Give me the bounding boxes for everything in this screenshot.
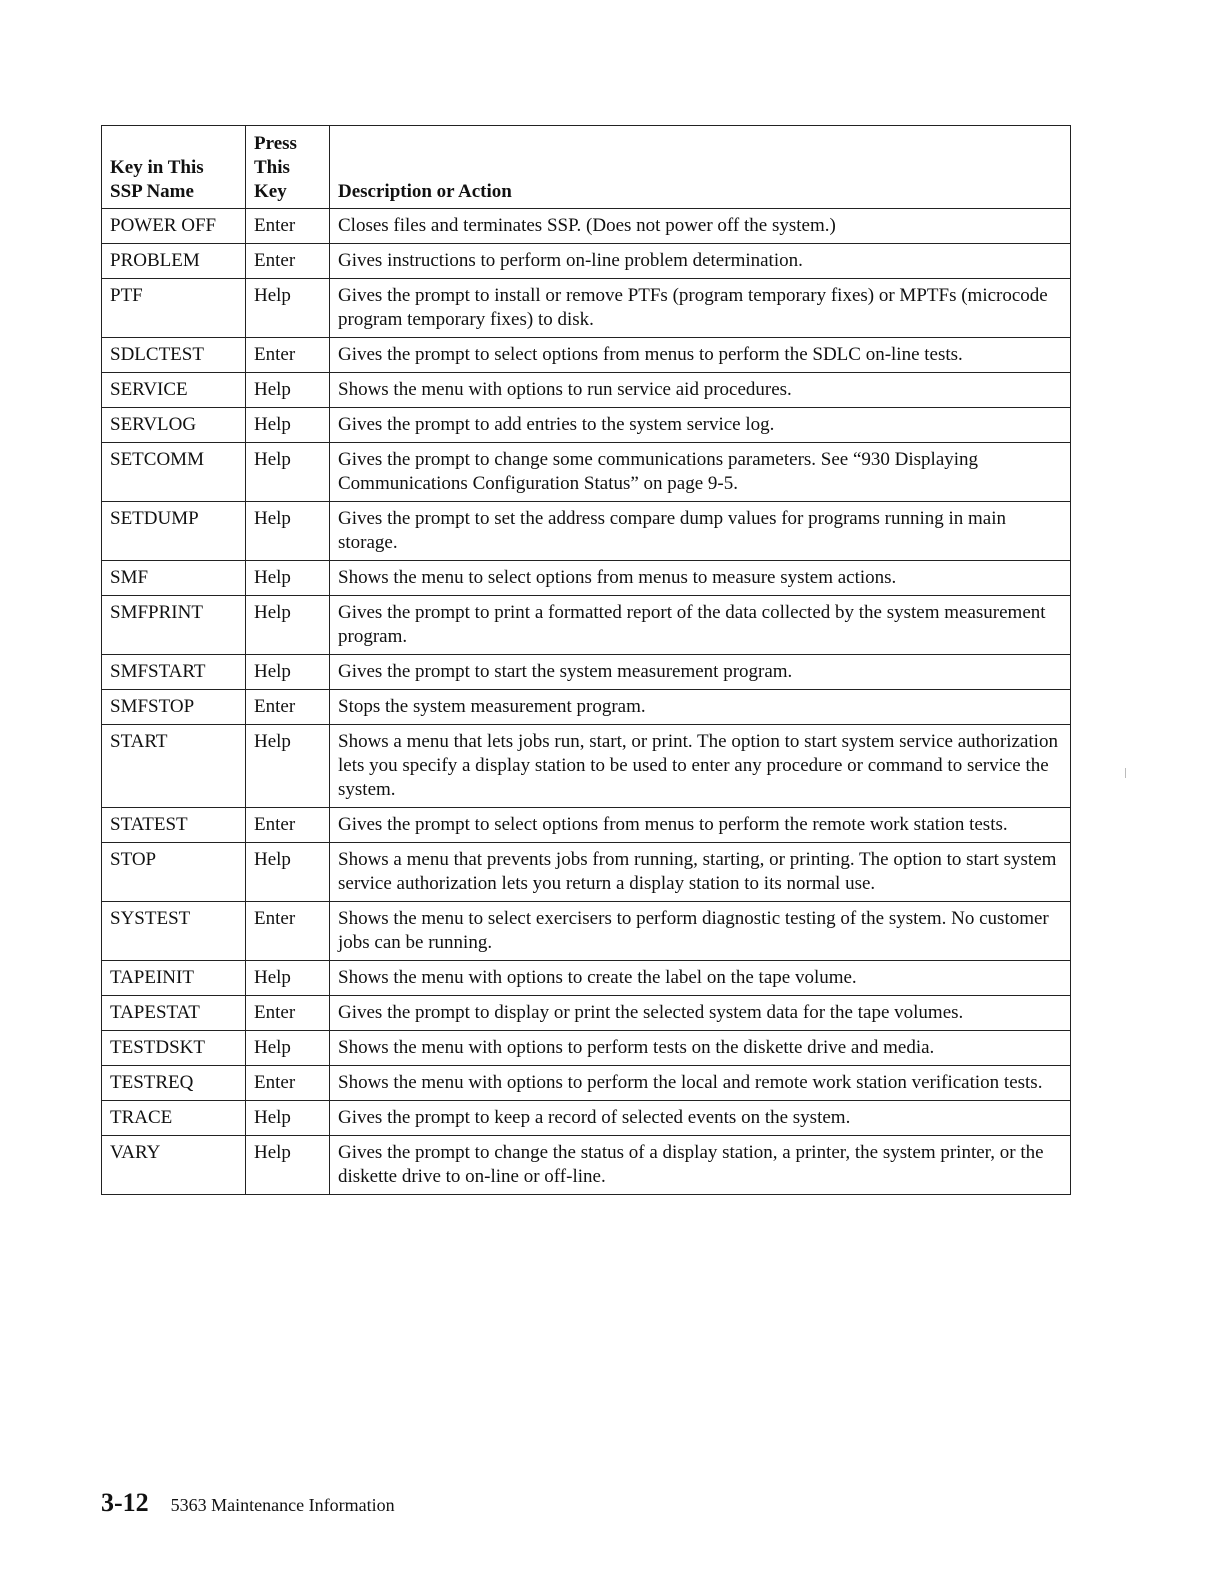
- cell-ssp-name: SYSTEST: [102, 902, 246, 961]
- cell-press-key: Help: [246, 725, 330, 808]
- cell-description: Closes files and terminates SSP. (Does not power off the system.): [330, 209, 1071, 244]
- cell-ssp-name: TAPEINIT: [102, 961, 246, 996]
- cell-description: Gives the prompt to print a formatted report of the data collected by the system measurement program.: [330, 596, 1071, 655]
- table-row: [102, 561, 1071, 596]
- table-row: [102, 244, 1071, 279]
- cell-description: Gives the prompt to keep a record of selected events on the system.: [330, 1101, 1071, 1136]
- cell-ssp-name: TAPESTAT: [102, 996, 246, 1031]
- table-row: [102, 902, 1071, 961]
- cell-ssp-name: SMFPRINT: [102, 596, 246, 655]
- cell-ssp-name: SMFSTART: [102, 655, 246, 690]
- cell-description: Gives the prompt to select options from menus to perform the remote work station tests.: [330, 808, 1071, 843]
- header-key-ssp-name: [102, 126, 246, 209]
- cell-press-key: Help: [246, 1031, 330, 1066]
- table-body: [102, 209, 1071, 1195]
- revision-bar: [1125, 768, 1126, 778]
- table-row: [102, 690, 1071, 725]
- cell-description: Shows the menu to select exercisers to perform diagnostic testing of the system. No customer jobs can be running.: [330, 902, 1071, 961]
- table-row: [102, 443, 1071, 502]
- cell-ssp-name: STOP: [102, 843, 246, 902]
- table-row: [102, 1101, 1071, 1136]
- header-description: Description or Action: [330, 126, 1071, 209]
- cell-press-key: Enter: [246, 690, 330, 725]
- cell-press-key: Help: [246, 561, 330, 596]
- cell-ssp-name: TESTDSKT: [102, 1031, 246, 1066]
- cell-press-key: Help: [246, 596, 330, 655]
- cell-press-key: Help: [246, 502, 330, 561]
- cell-press-key: Enter: [246, 996, 330, 1031]
- cell-description: Gives the prompt to change the status of a display station, a printer, the system printer, or the diskette drive to on-line or off-line.: [330, 1136, 1071, 1195]
- cell-ssp-name: PTF: [102, 279, 246, 338]
- table-row: [102, 408, 1071, 443]
- table-row: [102, 961, 1071, 996]
- cell-ssp-name: SDLCTEST: [102, 338, 246, 373]
- table-row: [102, 843, 1071, 902]
- header-press-line-1: Press: [254, 133, 297, 154]
- table-row: [102, 725, 1071, 808]
- cell-description: Shows a menu that prevents jobs from running, starting, or printing. The option to start system service authorization lets you return a display station to its normal use.: [330, 843, 1071, 902]
- table-header-row: [102, 126, 1071, 209]
- table-row: [102, 655, 1071, 690]
- table-row: [102, 596, 1071, 655]
- table-row: [102, 373, 1071, 408]
- table-row: [102, 338, 1071, 373]
- cell-press-key: Help: [246, 961, 330, 996]
- cell-description: Gives the prompt to display or print the selected system data for the tape volumes.: [330, 996, 1071, 1031]
- cell-description: Gives the prompt to select options from menus to perform the SDLC on-line tests.: [330, 338, 1071, 373]
- cell-description: Shows the menu to select options from menus to measure system actions.: [330, 561, 1071, 596]
- cell-description: Shows the menu with options to perform tests on the diskette drive and media.: [330, 1031, 1071, 1066]
- cell-ssp-name: POWER OFF: [102, 209, 246, 244]
- table-row: [102, 279, 1071, 338]
- cell-press-key: Help: [246, 279, 330, 338]
- cell-press-key: Enter: [246, 244, 330, 279]
- cell-press-key: Help: [246, 1101, 330, 1136]
- cell-ssp-name: SETDUMP: [102, 502, 246, 561]
- cell-description: Shows the menu with options to run service aid procedures.: [330, 373, 1071, 408]
- page-number: 3-12: [101, 1488, 149, 1517]
- cell-description: Shows the menu with options to create the label on the tape volume.: [330, 961, 1071, 996]
- table-row: [102, 1031, 1071, 1066]
- page-footer: [101, 1488, 395, 1518]
- cell-ssp-name: SETCOMM: [102, 443, 246, 502]
- header-key-line-1: Key in This: [110, 157, 204, 178]
- cell-press-key: Help: [246, 1136, 330, 1195]
- table-row: [102, 209, 1071, 244]
- cell-description: Gives the prompt to change some communications parameters. See “930 Displaying Communications Configuration Status” on page 9-5.: [330, 443, 1071, 502]
- cell-ssp-name: START: [102, 725, 246, 808]
- cell-ssp-name: SERVLOG: [102, 408, 246, 443]
- header-press-key: [246, 126, 330, 209]
- table-row: [102, 996, 1071, 1031]
- cell-ssp-name: TESTREQ: [102, 1066, 246, 1101]
- header-press-line-2: This Key: [254, 157, 290, 202]
- cell-description: Gives the prompt to add entries to the system service log.: [330, 408, 1071, 443]
- cell-press-key: Help: [246, 655, 330, 690]
- cell-ssp-name: VARY: [102, 1136, 246, 1195]
- ssp-command-table: [101, 125, 1071, 1195]
- table-row: [102, 502, 1071, 561]
- cell-description: Shows a menu that lets jobs run, start, or print. The option to start system service authorization lets you specify a display station to be used to enter any procedure or command to service the system.: [330, 725, 1071, 808]
- cell-ssp-name: PROBLEM: [102, 244, 246, 279]
- cell-ssp-name: SMF: [102, 561, 246, 596]
- cell-press-key: Help: [246, 408, 330, 443]
- table-row: [102, 808, 1071, 843]
- cell-ssp-name: SERVICE: [102, 373, 246, 408]
- cell-ssp-name: SMFSTOP: [102, 690, 246, 725]
- cell-press-key: Enter: [246, 209, 330, 244]
- cell-description: Gives the prompt to set the address compare dump values for programs running in main storage.: [330, 502, 1071, 561]
- cell-description: Stops the system measurement program.: [330, 690, 1071, 725]
- cell-description: Gives instructions to perform on-line problem determination.: [330, 244, 1071, 279]
- header-key-line-2: SSP Name: [110, 181, 194, 202]
- cell-press-key: Help: [246, 443, 330, 502]
- cell-press-key: Enter: [246, 808, 330, 843]
- table-row: [102, 1136, 1071, 1195]
- cell-press-key: Enter: [246, 338, 330, 373]
- cell-description: Gives the prompt to install or remove PTFs (program temporary fixes) or MPTFs (microcode program temporary fixes) to disk.: [330, 279, 1071, 338]
- cell-press-key: Enter: [246, 902, 330, 961]
- cell-press-key: Help: [246, 373, 330, 408]
- cell-ssp-name: STATEST: [102, 808, 246, 843]
- table-row: [102, 1066, 1071, 1101]
- cell-ssp-name: TRACE: [102, 1101, 246, 1136]
- cell-press-key: Help: [246, 843, 330, 902]
- book-title: 5363 Maintenance Information: [170, 1495, 395, 1515]
- cell-description: Shows the menu with options to perform the local and remote work station verification tests.: [330, 1066, 1071, 1101]
- cell-press-key: Enter: [246, 1066, 330, 1101]
- cell-description: Gives the prompt to start the system measurement program.: [330, 655, 1071, 690]
